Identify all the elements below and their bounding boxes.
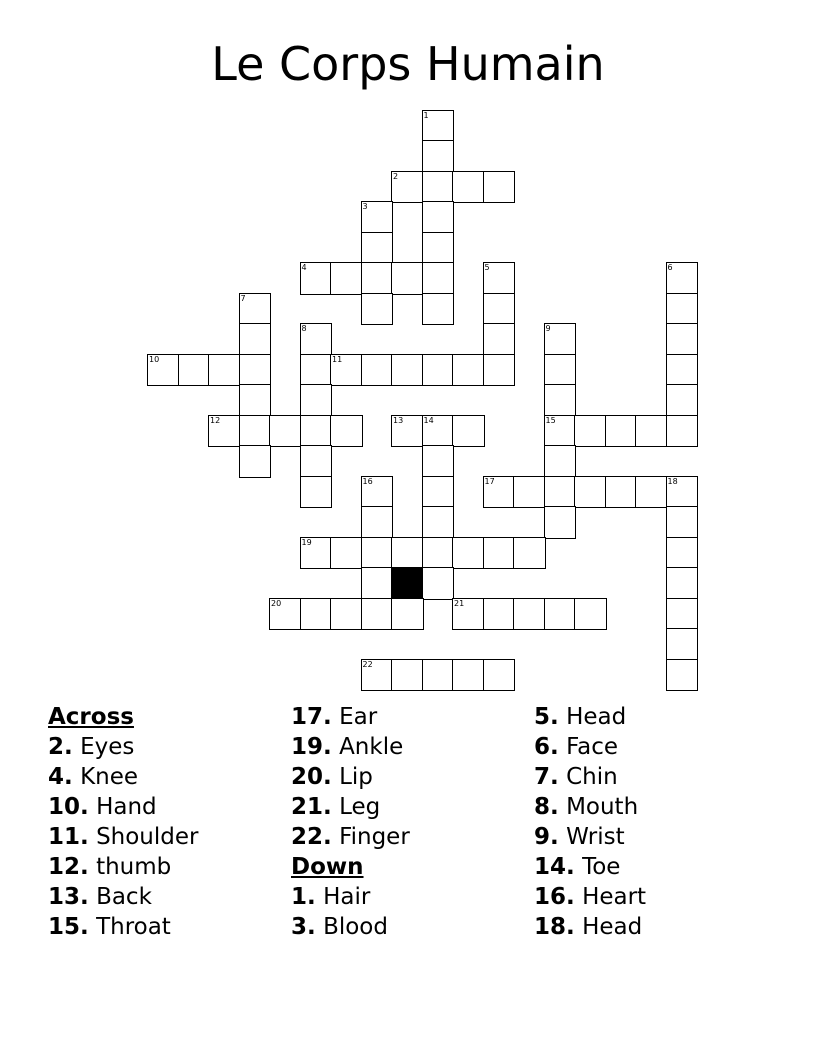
grid-cell[interactable] (545, 477, 576, 508)
grid-cell[interactable] (331, 416, 362, 447)
cell-number: 17 (484, 476, 495, 486)
grid-cell[interactable] (484, 172, 515, 203)
cell-number: 6 (667, 263, 673, 272)
grid-cell[interactable] (362, 263, 393, 294)
clue-text: Ankle (339, 734, 404, 760)
clue-number: 3. (291, 914, 316, 940)
cell-number: 16 (362, 476, 373, 486)
grid-cell[interactable] (453, 660, 484, 691)
clue-item (291, 882, 410, 912)
clue-text: Hair (323, 884, 371, 910)
grid-cell[interactable] (301, 538, 332, 569)
cell-number: 19 (301, 537, 312, 547)
grid-cell[interactable] (362, 538, 393, 569)
grid-cell[interactable] (423, 111, 454, 142)
grid-cell[interactable] (331, 263, 362, 294)
cell-number: 5 (484, 263, 490, 272)
clue-text: Knee (80, 764, 139, 790)
grid-cell[interactable] (636, 477, 667, 508)
grid-cell[interactable] (453, 538, 484, 569)
cell-number: 13 (393, 415, 404, 425)
clue-number: 1. (291, 884, 316, 910)
grid-cell[interactable] (545, 446, 576, 477)
cell-number: 2 (393, 171, 399, 181)
clue-item (48, 852, 198, 882)
clue-column-3 (534, 702, 646, 942)
grid-cell[interactable] (423, 355, 454, 386)
clue-item (534, 882, 646, 912)
grid-cell[interactable] (667, 660, 698, 691)
grid-cell[interactable] (392, 416, 423, 447)
clue-item (48, 792, 198, 822)
clue-item (534, 852, 646, 882)
clue-text: Finger (339, 824, 410, 850)
grid-cell[interactable] (392, 263, 423, 294)
grid-cell[interactable] (362, 660, 393, 691)
grid-cell[interactable] (301, 355, 332, 386)
grid-cell[interactable] (667, 507, 698, 538)
clue-item (291, 822, 410, 852)
grid-cell[interactable] (423, 477, 454, 508)
grid-cell[interactable] (362, 355, 393, 386)
grid-cell[interactable] (545, 355, 576, 386)
grid-cell[interactable] (484, 294, 515, 325)
clue-text: Ear (339, 704, 378, 730)
clue-item (48, 882, 198, 912)
clue-number: 20. (291, 764, 332, 790)
clue-item (291, 702, 410, 732)
clue-item (291, 732, 410, 762)
clue-text: Back (96, 884, 152, 910)
grid-cell[interactable] (545, 324, 576, 355)
grid-cell[interactable] (484, 355, 515, 386)
grid-cell[interactable] (453, 599, 484, 630)
grid-cell[interactable] (423, 660, 454, 691)
grid-cell[interactable] (667, 629, 698, 660)
cell-number: 14 (423, 415, 434, 425)
grid-cell[interactable] (362, 294, 393, 325)
cell-number: 21 (454, 598, 465, 608)
clue-section-header: Across (48, 704, 134, 730)
grid-cell[interactable] (484, 538, 515, 569)
clue-text: Wrist (566, 824, 625, 850)
clue-text: Head (582, 914, 643, 940)
clue-item (48, 762, 198, 792)
cell-number: 7 (240, 293, 246, 303)
grid-cell[interactable] (301, 599, 332, 630)
grid-cell[interactable] (545, 507, 576, 538)
grid-cell[interactable] (545, 385, 576, 416)
grid-cell[interactable] (667, 538, 698, 569)
clue-item (291, 762, 410, 792)
clue-text: Eyes (80, 734, 135, 760)
grid-cell[interactable] (514, 477, 545, 508)
clue-text: Lip (339, 764, 373, 790)
clue-text: Leg (339, 794, 381, 820)
clue-number: 16. (534, 884, 575, 910)
grid-cell[interactable] (301, 416, 332, 447)
clue-text: Face (566, 734, 619, 760)
grid-cell[interactable] (636, 416, 667, 447)
clue-text: Heart (582, 884, 647, 910)
grid-cell[interactable] (423, 446, 454, 477)
clue-text: Mouth (566, 794, 639, 820)
clue-number: 21. (291, 794, 332, 820)
grid-cell[interactable] (301, 477, 332, 508)
clue-text: Head (566, 704, 627, 730)
clue-number: 4. (48, 764, 73, 790)
grid-cell[interactable] (362, 202, 393, 233)
grid-cell[interactable] (362, 233, 393, 264)
clue-item (534, 912, 646, 942)
clue-text: Blood (323, 914, 388, 940)
clue-text: Toe (582, 854, 621, 880)
grid-cell[interactable] (362, 507, 393, 538)
black-cell (392, 568, 423, 599)
clue-number: 15. (48, 914, 89, 940)
clue-item (291, 792, 410, 822)
grid-cell[interactable] (362, 568, 393, 599)
clue-number: 5. (534, 704, 559, 730)
grid-cell[interactable] (575, 477, 606, 508)
grid-cell[interactable] (514, 538, 545, 569)
grid-cell[interactable] (240, 294, 271, 325)
grid-cell[interactable] (240, 355, 271, 386)
grid-cell[interactable] (270, 416, 301, 447)
clue-number: 12. (48, 854, 89, 880)
grid-cell[interactable] (179, 355, 210, 386)
clue-text: Throat (96, 914, 171, 940)
grid-cell[interactable] (331, 599, 362, 630)
cell-number: 15 (545, 415, 556, 425)
clue-number: 13. (48, 884, 89, 910)
clue-item (48, 732, 198, 762)
clue-item (534, 822, 646, 852)
clue-item (534, 762, 646, 792)
clue-number: 9. (534, 824, 559, 850)
grid-cell[interactable] (484, 324, 515, 355)
grid-cell[interactable] (209, 355, 240, 386)
clue-item (48, 822, 198, 852)
cell-number: 9 (545, 324, 551, 333)
grid-cell[interactable] (423, 507, 454, 538)
grid-cell[interactable] (667, 294, 698, 325)
grid-cell[interactable] (453, 416, 484, 447)
grid-cell[interactable] (392, 660, 423, 691)
grid-cell[interactable] (667, 355, 698, 386)
clue-number: 19. (291, 734, 332, 760)
grid-cell[interactable] (484, 599, 515, 630)
grid-cell[interactable] (362, 599, 393, 630)
clue-text: Chin (566, 764, 618, 790)
grid-cell[interactable] (453, 355, 484, 386)
grid-cell[interactable] (484, 477, 515, 508)
grid-cell[interactable] (667, 599, 698, 630)
grid-cell[interactable] (392, 355, 423, 386)
cell-number: 22 (362, 659, 373, 669)
clue-column-2 (291, 702, 410, 942)
cell-number: 4 (301, 263, 307, 272)
grid-cell[interactable] (667, 416, 698, 447)
grid-cell[interactable] (667, 477, 698, 508)
clue-number: 7. (534, 764, 559, 790)
grid-cell[interactable] (667, 385, 698, 416)
grid-cell[interactable] (423, 538, 454, 569)
grid-cell[interactable] (240, 324, 271, 355)
grid-cell[interactable] (606, 477, 637, 508)
grid-cell[interactable] (301, 385, 332, 416)
cell-number: 18 (667, 476, 678, 486)
grid-cell[interactable] (514, 599, 545, 630)
clue-item (534, 732, 646, 762)
clue-item (48, 912, 198, 942)
grid-cell[interactable] (423, 416, 454, 447)
clue-item (291, 912, 410, 942)
grid-cell[interactable] (423, 233, 454, 264)
grid-cell[interactable] (331, 538, 362, 569)
clue-column-1 (48, 702, 198, 942)
clue-number: 6. (534, 734, 559, 760)
grid-cell[interactable] (575, 599, 606, 630)
grid-cell[interactable] (301, 263, 332, 294)
clue-number: 14. (534, 854, 575, 880)
grid-cell[interactable] (423, 202, 454, 233)
grid-cell[interactable] (392, 172, 423, 203)
grid-cell[interactable] (148, 355, 179, 386)
clue-number: 18. (534, 914, 575, 940)
clue-text: Shoulder (96, 824, 199, 850)
grid-cell[interactable] (484, 660, 515, 691)
grid-cell[interactable] (423, 263, 454, 294)
grid-cell[interactable] (392, 599, 423, 630)
clue-number: 2. (48, 734, 73, 760)
clue-number: 22. (291, 824, 332, 850)
clue-text: Hand (96, 794, 157, 820)
clue-item (534, 792, 646, 822)
grid-cell[interactable] (331, 355, 362, 386)
grid-cell[interactable] (240, 416, 271, 447)
grid-cell[interactable] (240, 385, 271, 416)
grid-cell[interactable] (423, 294, 454, 325)
grid-cell[interactable] (362, 477, 393, 508)
cell-number: 11 (332, 354, 343, 364)
grid-cell[interactable] (667, 263, 698, 294)
grid-cell[interactable] (209, 416, 240, 447)
clue-text: thumb (96, 854, 172, 880)
cell-number: 12 (210, 415, 221, 425)
cell-number: 8 (301, 324, 307, 333)
clue-number: 17. (291, 704, 332, 730)
grid-cell[interactable] (423, 172, 454, 203)
clue-number: 10. (48, 794, 89, 820)
grid-cell[interactable] (453, 172, 484, 203)
clue-number: 11. (48, 824, 89, 850)
grid-cell[interactable] (301, 446, 332, 477)
clue-item (534, 702, 646, 732)
cell-number: 3 (362, 202, 368, 211)
grid-cell[interactable] (240, 446, 271, 477)
grid-cell[interactable] (606, 416, 637, 447)
grid-cell[interactable] (392, 538, 423, 569)
page-title: Le Corps Humain (211, 37, 605, 91)
cell-number: 10 (149, 354, 160, 364)
grid-cell[interactable] (423, 141, 454, 172)
cell-number: 1 (423, 110, 429, 120)
clue-number: 8. (534, 794, 559, 820)
grid-cell[interactable] (575, 416, 606, 447)
grid-cell[interactable] (301, 324, 332, 355)
grid-cell[interactable] (667, 324, 698, 355)
grid-cell[interactable] (545, 599, 576, 630)
grid-cell[interactable] (545, 416, 576, 447)
grid-cell[interactable] (423, 568, 454, 599)
clue-section-header: Down (291, 854, 364, 880)
grid-cell[interactable] (484, 263, 515, 294)
grid-cell[interactable] (667, 568, 698, 599)
cell-number: 20 (271, 598, 282, 608)
grid-cell[interactable] (270, 599, 301, 630)
